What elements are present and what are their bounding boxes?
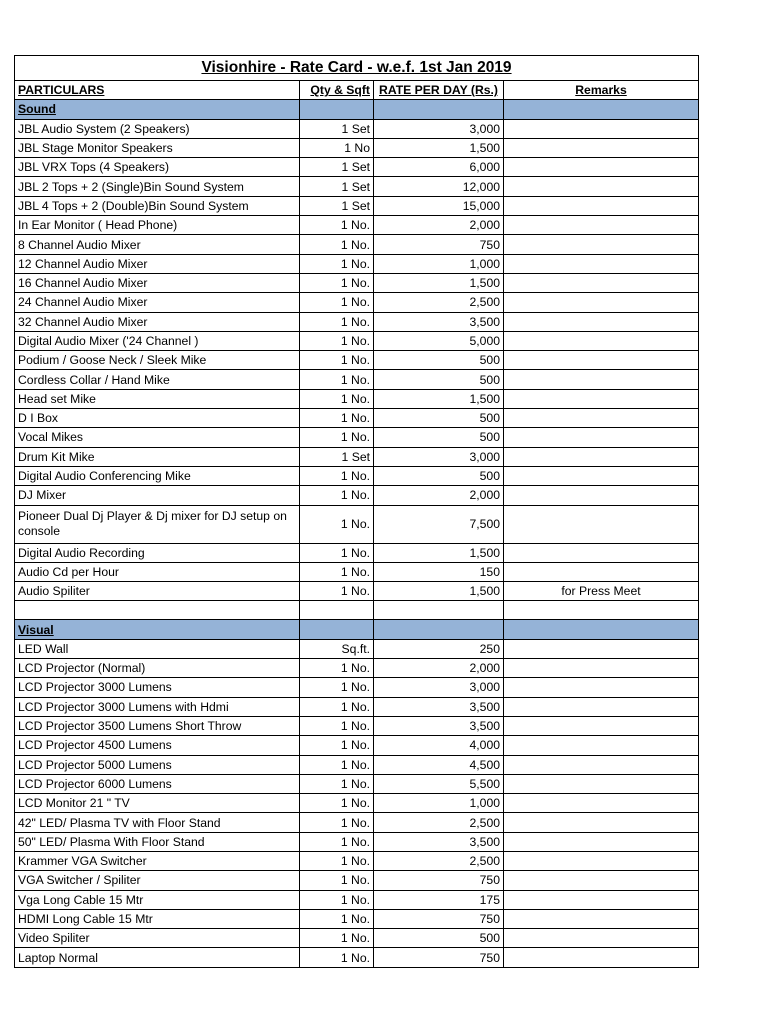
section-row-sound bbox=[15, 100, 699, 119]
header-qty: Qty & Sqft bbox=[300, 81, 374, 100]
item-remarks bbox=[504, 639, 699, 658]
item-qty: 1 No. bbox=[300, 948, 374, 967]
rate-card-sheet bbox=[14, 55, 698, 968]
item-remarks bbox=[504, 331, 699, 350]
item-qty: 1 No. bbox=[300, 813, 374, 832]
item-remarks bbox=[504, 158, 699, 177]
table-row bbox=[15, 138, 699, 157]
item-remarks bbox=[504, 293, 699, 312]
item-qty: 1 No. bbox=[300, 273, 374, 292]
item-remarks bbox=[504, 486, 699, 505]
table-row bbox=[15, 312, 699, 331]
item-remarks bbox=[504, 851, 699, 870]
item-name: Vga Long Cable 15 Mtr bbox=[15, 890, 300, 909]
item-qty: 1 Set bbox=[300, 177, 374, 196]
table-row bbox=[15, 331, 699, 350]
item-name: LCD Projector 4500 Lumens bbox=[15, 736, 300, 755]
item-remarks bbox=[504, 813, 699, 832]
header-remarks: Remarks bbox=[504, 81, 699, 100]
item-rate: 175 bbox=[374, 890, 504, 909]
item-name: LCD Projector (Normal) bbox=[15, 659, 300, 678]
item-name: JBL 4 Tops + 2 (Double)Bin Sound System bbox=[15, 196, 300, 215]
item-name: JBL VRX Tops (4 Speakers) bbox=[15, 158, 300, 177]
table-row bbox=[15, 948, 699, 967]
table-row bbox=[15, 909, 699, 928]
table-row bbox=[15, 697, 699, 716]
item-rate: 500 bbox=[374, 409, 504, 428]
table-row bbox=[15, 216, 699, 235]
item-qty: 1 No. bbox=[300, 794, 374, 813]
item-name: LCD Projector 5000 Lumens bbox=[15, 755, 300, 774]
item-rate: 3,500 bbox=[374, 716, 504, 735]
item-name: VGA Switcher / Spiliter bbox=[15, 871, 300, 890]
item-name: Digital Audio Conferencing Mike bbox=[15, 466, 300, 485]
header-row bbox=[15, 81, 699, 100]
rate-card-table bbox=[14, 55, 699, 968]
item-remarks bbox=[504, 716, 699, 735]
item-qty: 1 No. bbox=[300, 582, 374, 601]
item-rate: 15,000 bbox=[374, 196, 504, 215]
item-rate: 2,000 bbox=[374, 659, 504, 678]
item-qty: 1 No. bbox=[300, 697, 374, 716]
item-qty: 1 Set bbox=[300, 447, 374, 466]
table-row bbox=[15, 716, 699, 735]
item-remarks bbox=[504, 794, 699, 813]
item-rate: 1,500 bbox=[374, 138, 504, 157]
item-remarks bbox=[504, 678, 699, 697]
item-qty: 1 No. bbox=[300, 543, 374, 562]
table-row bbox=[15, 543, 699, 562]
item-qty: 1 No. bbox=[300, 351, 374, 370]
section-label: Visual bbox=[15, 620, 300, 639]
table-row bbox=[15, 832, 699, 851]
item-name: Digital Audio Recording bbox=[15, 543, 300, 562]
item-qty: 1 Set bbox=[300, 196, 374, 215]
item-qty: 1 No. bbox=[300, 409, 374, 428]
table-row bbox=[15, 389, 699, 408]
item-name: Cordless Collar / Hand Mike bbox=[15, 370, 300, 389]
item-name: Head set Mike bbox=[15, 389, 300, 408]
item-qty: 1 No. bbox=[300, 389, 374, 408]
item-rate: 500 bbox=[374, 929, 504, 948]
item-rate: 500 bbox=[374, 351, 504, 370]
table-row bbox=[15, 466, 699, 485]
item-name: LCD Projector 6000 Lumens bbox=[15, 774, 300, 793]
item-rate: 2,500 bbox=[374, 293, 504, 312]
item-qty: 1 No. bbox=[300, 312, 374, 331]
table-row bbox=[15, 351, 699, 370]
table-row bbox=[15, 871, 699, 890]
item-qty: 1 No. bbox=[300, 466, 374, 485]
item-name: 32 Channel Audio Mixer bbox=[15, 312, 300, 331]
item-qty: 1 No. bbox=[300, 562, 374, 581]
item-name: 16 Channel Audio Mixer bbox=[15, 273, 300, 292]
item-qty: 1 No. bbox=[300, 428, 374, 447]
section-fill-cell bbox=[504, 620, 699, 639]
blank-cell bbox=[300, 601, 374, 620]
item-remarks bbox=[504, 929, 699, 948]
item-remarks bbox=[504, 138, 699, 157]
table-row bbox=[15, 447, 699, 466]
section-label: Sound bbox=[15, 100, 300, 119]
item-rate: 750 bbox=[374, 909, 504, 928]
table-row bbox=[15, 678, 699, 697]
item-qty: 1 No. bbox=[300, 254, 374, 273]
table-row bbox=[15, 582, 699, 601]
item-name: LCD Projector 3000 Lumens bbox=[15, 678, 300, 697]
item-qty: 1 No. bbox=[300, 929, 374, 948]
item-name: Audio Cd per Hour bbox=[15, 562, 300, 581]
item-rate: 500 bbox=[374, 428, 504, 447]
item-remarks bbox=[504, 351, 699, 370]
item-remarks bbox=[504, 216, 699, 235]
table-row bbox=[15, 505, 699, 543]
item-remarks bbox=[504, 909, 699, 928]
section-row-visual bbox=[15, 620, 699, 639]
item-qty: 1 No. bbox=[300, 890, 374, 909]
item-name: DJ Mixer bbox=[15, 486, 300, 505]
table-row bbox=[15, 659, 699, 678]
blank-row bbox=[15, 601, 699, 620]
item-remarks bbox=[504, 254, 699, 273]
item-qty: 1 No. bbox=[300, 716, 374, 735]
item-name: Drum Kit Mike bbox=[15, 447, 300, 466]
item-rate: 2,500 bbox=[374, 851, 504, 870]
table-row bbox=[15, 639, 699, 658]
table-row bbox=[15, 851, 699, 870]
item-qty: 1 No. bbox=[300, 659, 374, 678]
item-name: HDMI Long Cable 15 Mtr bbox=[15, 909, 300, 928]
item-name: Laptop Normal bbox=[15, 948, 300, 967]
item-rate: 250 bbox=[374, 639, 504, 658]
item-rate: 3,500 bbox=[374, 832, 504, 851]
title-row bbox=[15, 56, 699, 81]
item-remarks bbox=[504, 562, 699, 581]
item-qty: 1 No bbox=[300, 138, 374, 157]
item-qty: 1 No. bbox=[300, 505, 374, 543]
table-row bbox=[15, 273, 699, 292]
item-name: LCD Projector 3500 Lumens Short Throw bbox=[15, 716, 300, 735]
item-rate: 12,000 bbox=[374, 177, 504, 196]
item-qty: 1 No. bbox=[300, 774, 374, 793]
item-qty: 1 No. bbox=[300, 331, 374, 350]
item-qty: 1 No. bbox=[300, 370, 374, 389]
item-remarks bbox=[504, 370, 699, 389]
item-name: LCD Monitor 21 " TV bbox=[15, 794, 300, 813]
table-row bbox=[15, 890, 699, 909]
item-remarks bbox=[504, 755, 699, 774]
item-rate: 4,500 bbox=[374, 755, 504, 774]
item-rate: 7,500 bbox=[374, 505, 504, 543]
item-name: 24 Channel Audio Mixer bbox=[15, 293, 300, 312]
item-remarks: for Press Meet bbox=[504, 582, 699, 601]
blank-cell bbox=[504, 601, 699, 620]
table-row bbox=[15, 119, 699, 138]
section-fill-cell bbox=[300, 100, 374, 119]
item-remarks bbox=[504, 447, 699, 466]
item-qty: 1 Set bbox=[300, 119, 374, 138]
item-rate: 1,500 bbox=[374, 582, 504, 601]
item-name: JBL Stage Monitor Speakers bbox=[15, 138, 300, 157]
item-rate: 6,000 bbox=[374, 158, 504, 177]
item-remarks bbox=[504, 466, 699, 485]
item-name: 12 Channel Audio Mixer bbox=[15, 254, 300, 273]
table-row bbox=[15, 177, 699, 196]
table-row bbox=[15, 562, 699, 581]
item-name: LCD Projector 3000 Lumens with Hdmi bbox=[15, 697, 300, 716]
rate-card-body bbox=[15, 56, 699, 968]
item-qty: 1 No. bbox=[300, 909, 374, 928]
table-row bbox=[15, 755, 699, 774]
section-fill-cell bbox=[504, 100, 699, 119]
item-qty: 1 No. bbox=[300, 293, 374, 312]
blank-cell bbox=[374, 601, 504, 620]
item-remarks bbox=[504, 774, 699, 793]
section-fill-cell bbox=[374, 100, 504, 119]
table-row bbox=[15, 428, 699, 447]
item-remarks bbox=[504, 832, 699, 851]
item-remarks bbox=[504, 235, 699, 254]
table-row bbox=[15, 196, 699, 215]
table-row bbox=[15, 813, 699, 832]
item-qty: 1 No. bbox=[300, 851, 374, 870]
header-rate: RATE PER DAY (Rs.) bbox=[374, 81, 504, 100]
table-row bbox=[15, 794, 699, 813]
item-rate: 5,000 bbox=[374, 331, 504, 350]
table-row bbox=[15, 370, 699, 389]
item-qty: 1 No. bbox=[300, 678, 374, 697]
item-rate: 750 bbox=[374, 871, 504, 890]
item-remarks bbox=[504, 505, 699, 543]
item-remarks bbox=[504, 543, 699, 562]
table-row bbox=[15, 293, 699, 312]
item-remarks bbox=[504, 736, 699, 755]
item-remarks bbox=[504, 871, 699, 890]
item-name: Video Spiliter bbox=[15, 929, 300, 948]
table-row bbox=[15, 774, 699, 793]
item-qty: 1 No. bbox=[300, 235, 374, 254]
item-name: 50" LED/ Plasma With Floor Stand bbox=[15, 832, 300, 851]
item-rate: 4,000 bbox=[374, 736, 504, 755]
item-qty: 1 No. bbox=[300, 216, 374, 235]
header-particulars: PARTICULARS bbox=[15, 81, 300, 100]
item-rate: 750 bbox=[374, 948, 504, 967]
item-rate: 2,500 bbox=[374, 813, 504, 832]
item-rate: 1,000 bbox=[374, 794, 504, 813]
item-rate: 1,500 bbox=[374, 389, 504, 408]
item-qty: Sq.ft. bbox=[300, 639, 374, 658]
item-qty: 1 No. bbox=[300, 486, 374, 505]
item-rate: 3,500 bbox=[374, 312, 504, 331]
table-row bbox=[15, 736, 699, 755]
item-rate: 3,500 bbox=[374, 697, 504, 716]
item-qty: 1 No. bbox=[300, 871, 374, 890]
item-name: LED Wall bbox=[15, 639, 300, 658]
item-name: 42" LED/ Plasma TV with Floor Stand bbox=[15, 813, 300, 832]
item-qty: 1 No. bbox=[300, 755, 374, 774]
item-rate: 5,500 bbox=[374, 774, 504, 793]
table-row bbox=[15, 929, 699, 948]
item-name: Vocal Mikes bbox=[15, 428, 300, 447]
section-fill-cell bbox=[300, 620, 374, 639]
item-name: D I Box bbox=[15, 409, 300, 428]
blank-cell bbox=[15, 601, 300, 620]
item-rate: 1,000 bbox=[374, 254, 504, 273]
item-name: In Ear Monitor ( Head Phone) bbox=[15, 216, 300, 235]
table-row bbox=[15, 486, 699, 505]
item-name: Audio Spiliter bbox=[15, 582, 300, 601]
item-name: Podium / Goose Neck / Sleek Mike bbox=[15, 351, 300, 370]
item-qty: 1 Set bbox=[300, 158, 374, 177]
table-row bbox=[15, 158, 699, 177]
item-remarks bbox=[504, 697, 699, 716]
item-name: Digital Audio Mixer ('24 Channel ) bbox=[15, 331, 300, 350]
item-rate: 3,000 bbox=[374, 119, 504, 138]
item-remarks bbox=[504, 890, 699, 909]
item-remarks bbox=[504, 948, 699, 967]
item-rate: 750 bbox=[374, 235, 504, 254]
item-qty: 1 No. bbox=[300, 736, 374, 755]
item-rate: 150 bbox=[374, 562, 504, 581]
item-name: Krammer VGA Switcher bbox=[15, 851, 300, 870]
item-remarks bbox=[504, 177, 699, 196]
item-rate: 2,000 bbox=[374, 216, 504, 235]
item-rate: 1,500 bbox=[374, 273, 504, 292]
table-row bbox=[15, 409, 699, 428]
item-remarks bbox=[504, 119, 699, 138]
item-rate: 500 bbox=[374, 370, 504, 389]
item-remarks bbox=[504, 273, 699, 292]
item-rate: 500 bbox=[374, 466, 504, 485]
item-rate: 2,000 bbox=[374, 486, 504, 505]
table-row bbox=[15, 235, 699, 254]
item-rate: 1,500 bbox=[374, 543, 504, 562]
item-qty: 1 No. bbox=[300, 832, 374, 851]
item-rate: 3,000 bbox=[374, 447, 504, 466]
rate-card-title: Visionhire - Rate Card - w.e.f. 1st Jan 2019 bbox=[15, 56, 699, 81]
item-remarks bbox=[504, 389, 699, 408]
item-name: JBL 2 Tops + 2 (Single)Bin Sound System bbox=[15, 177, 300, 196]
item-remarks bbox=[504, 659, 699, 678]
item-remarks bbox=[504, 428, 699, 447]
item-rate: 3,000 bbox=[374, 678, 504, 697]
section-fill-cell bbox=[374, 620, 504, 639]
item-name: 8 Channel Audio Mixer bbox=[15, 235, 300, 254]
item-remarks bbox=[504, 409, 699, 428]
item-remarks bbox=[504, 312, 699, 331]
item-remarks bbox=[504, 196, 699, 215]
item-name: JBL Audio System (2 Speakers) bbox=[15, 119, 300, 138]
item-name: Pioneer Dual Dj Player & Dj mixer for DJ setup on console bbox=[15, 505, 300, 543]
table-row bbox=[15, 254, 699, 273]
